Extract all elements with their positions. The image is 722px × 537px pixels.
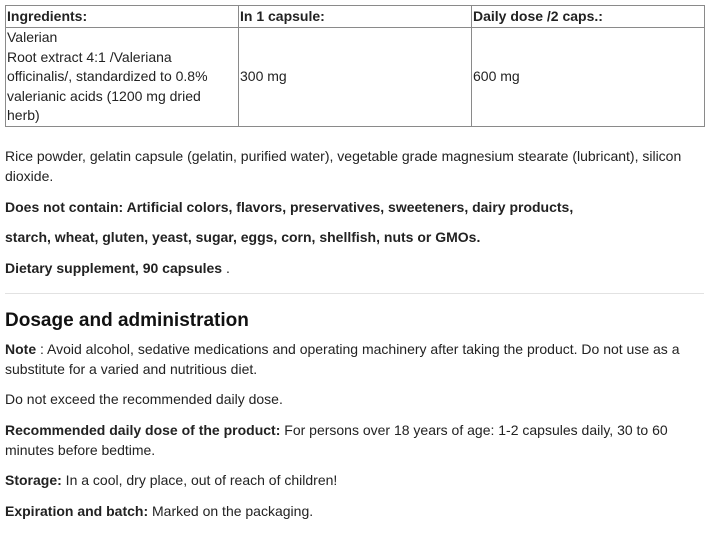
table-header-row <box>6 6 705 28</box>
does-not-contain-line-2: starch, wheat, gluten, yeast, sugar, eggs, corn, shellfish, nuts or GMOs. <box>5 228 481 245</box>
recommended-text: For persons over 18 years of age: 1-2 capsules daily, 30 to 60 minutes before bedtime. <box>5 421 668 458</box>
other-ingredients: Rice powder, gelatin capsule (gelatin, purified water), vegetable grade magnesium stearate (lubricant), silicon dioxide. <box>5 147 682 184</box>
note-text: : Avoid alcohol, sedative medications and operating machinery after taking the product. Do not use as a substitute for a varied and nutritious diet. <box>5 340 680 377</box>
expiration-label: Expiration and batch: <box>5 502 149 519</box>
supplement-info <box>5 258 704 278</box>
recommended-label: Recommended daily dose of the product: <box>5 421 281 438</box>
ingredient-line: Root extract 4:1 /Valeriana <box>7 48 172 65</box>
per-capsule-cell: 300 mg <box>239 28 472 127</box>
ingredient-cell <box>6 28 239 127</box>
ingredient-line: officinalis/, standardized to 0.8% <box>7 68 208 84</box>
header-daily-dose: Daily dose /2 caps.: <box>472 6 705 28</box>
note-label: Note <box>5 340 37 357</box>
supplement-suffix: . <box>222 259 230 276</box>
storage-label: Storage: <box>5 471 62 488</box>
dosage-heading: Dosage and administration <box>5 309 249 331</box>
recommended-dose-paragraph <box>5 420 704 460</box>
header-ingredients: Ingredients: <box>6 6 239 28</box>
ingredient-line: valerianic acids (1200 mg dried <box>7 87 201 104</box>
storage-text: In a cool, dry place, out of reach of children! <box>61 471 338 488</box>
supplement-label: Dietary supplement, 90 capsules <box>5 259 223 276</box>
section-divider <box>5 293 704 294</box>
header-per-capsule: In 1 capsule: <box>239 6 472 28</box>
table-row <box>6 28 705 127</box>
ingredient-line: Valerian <box>7 29 58 45</box>
ingredients-table <box>5 5 705 127</box>
daily-dose-cell: 600 mg <box>472 28 705 127</box>
does-not-contain-line-1: Does not contain: Artificial colors, flavors, preservatives, sweeteners, dairy products, <box>5 198 574 215</box>
expiration-text: Marked on the packaging. <box>148 502 314 519</box>
do-not-exceed: Do not exceed the recommended daily dose. <box>5 390 283 407</box>
expiration-paragraph <box>5 501 704 521</box>
note-paragraph <box>5 339 704 379</box>
product-description <box>5 5 704 521</box>
storage-paragraph <box>5 470 704 490</box>
ingredient-line: herb) <box>7 107 40 123</box>
